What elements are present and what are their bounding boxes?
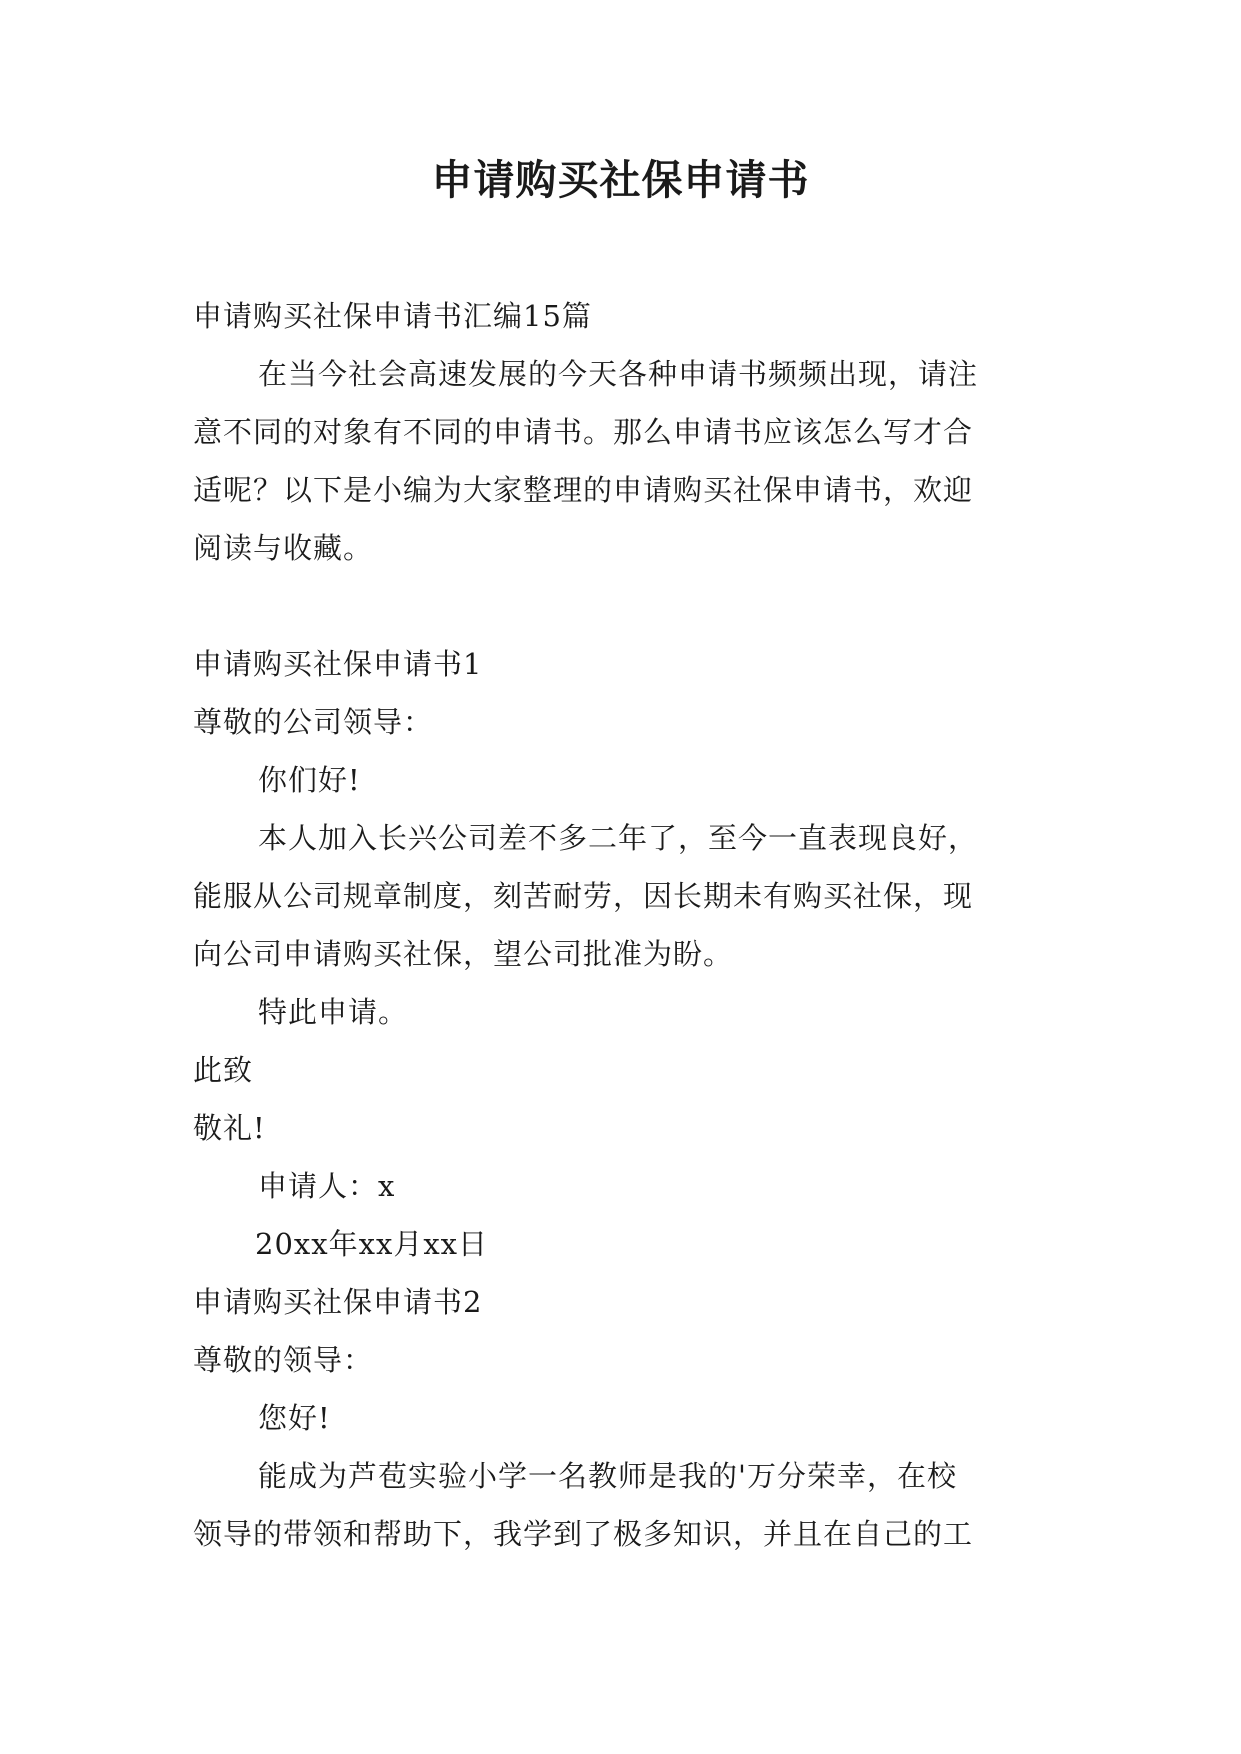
letter2-heading: 申请购买社保申请书2 [193, 1285, 483, 1319]
section-spacer [193, 577, 1053, 635]
letter1-body-line-2: 能服从公司规章制度，刻苦耐劳，因长期未有购买社保，现 [193, 879, 974, 913]
letter2-body-line-1: 能成为芦苞实验小学一名教师是我的'万分荣幸，在校 [258, 1459, 957, 1493]
letter2-salutation: 尊敬的领导： [193, 1343, 374, 1377]
intro-line-2: 意不同的对象有不同的申请书。那么申请书应该怎么写才合 [193, 415, 974, 449]
letter1-salutation: 尊敬的公司领导： [193, 705, 434, 739]
intro-line-3: 适呢？以下是小编为大家整理的申请购买社保申请书，欢迎 [193, 473, 974, 507]
intro-line-1: 在当今社会高速发展的今天各种申请书频频出现，请注 [258, 357, 979, 391]
letter1-greeting: 你们好! [258, 763, 361, 797]
letter2-greeting: 您好! [258, 1401, 331, 1435]
letter1-date: 20xx年xx月xx日 [255, 1227, 489, 1261]
letter2-body-line-2: 领导的带领和帮助下，我学到了极多知识，并且在自己的工 [193, 1517, 974, 1551]
document-title: 申请购买社保申请书 [431, 156, 810, 204]
letter1-ci-zhi: 此致 [193, 1053, 254, 1087]
letter1-body-line-1: 本人加入长兴公司差不多二年了，至今一直表现良好， [258, 821, 979, 855]
letter1-applicant: 申请人：x [258, 1169, 396, 1203]
letter1-body-line-3: 向公司申请购买社保，望公司批准为盼。 [193, 937, 734, 971]
letter1-heading: 申请购买社保申请书1 [193, 647, 483, 681]
letter1-closing: 特此申请。 [258, 995, 409, 1029]
collection-subtitle: 申请购买社保申请书汇编15篇 [193, 299, 592, 333]
document-body [193, 287, 1053, 1563]
letter1-jing-li: 敬礼! [193, 1111, 266, 1145]
intro-line-4: 阅读与收藏。 [193, 531, 374, 565]
